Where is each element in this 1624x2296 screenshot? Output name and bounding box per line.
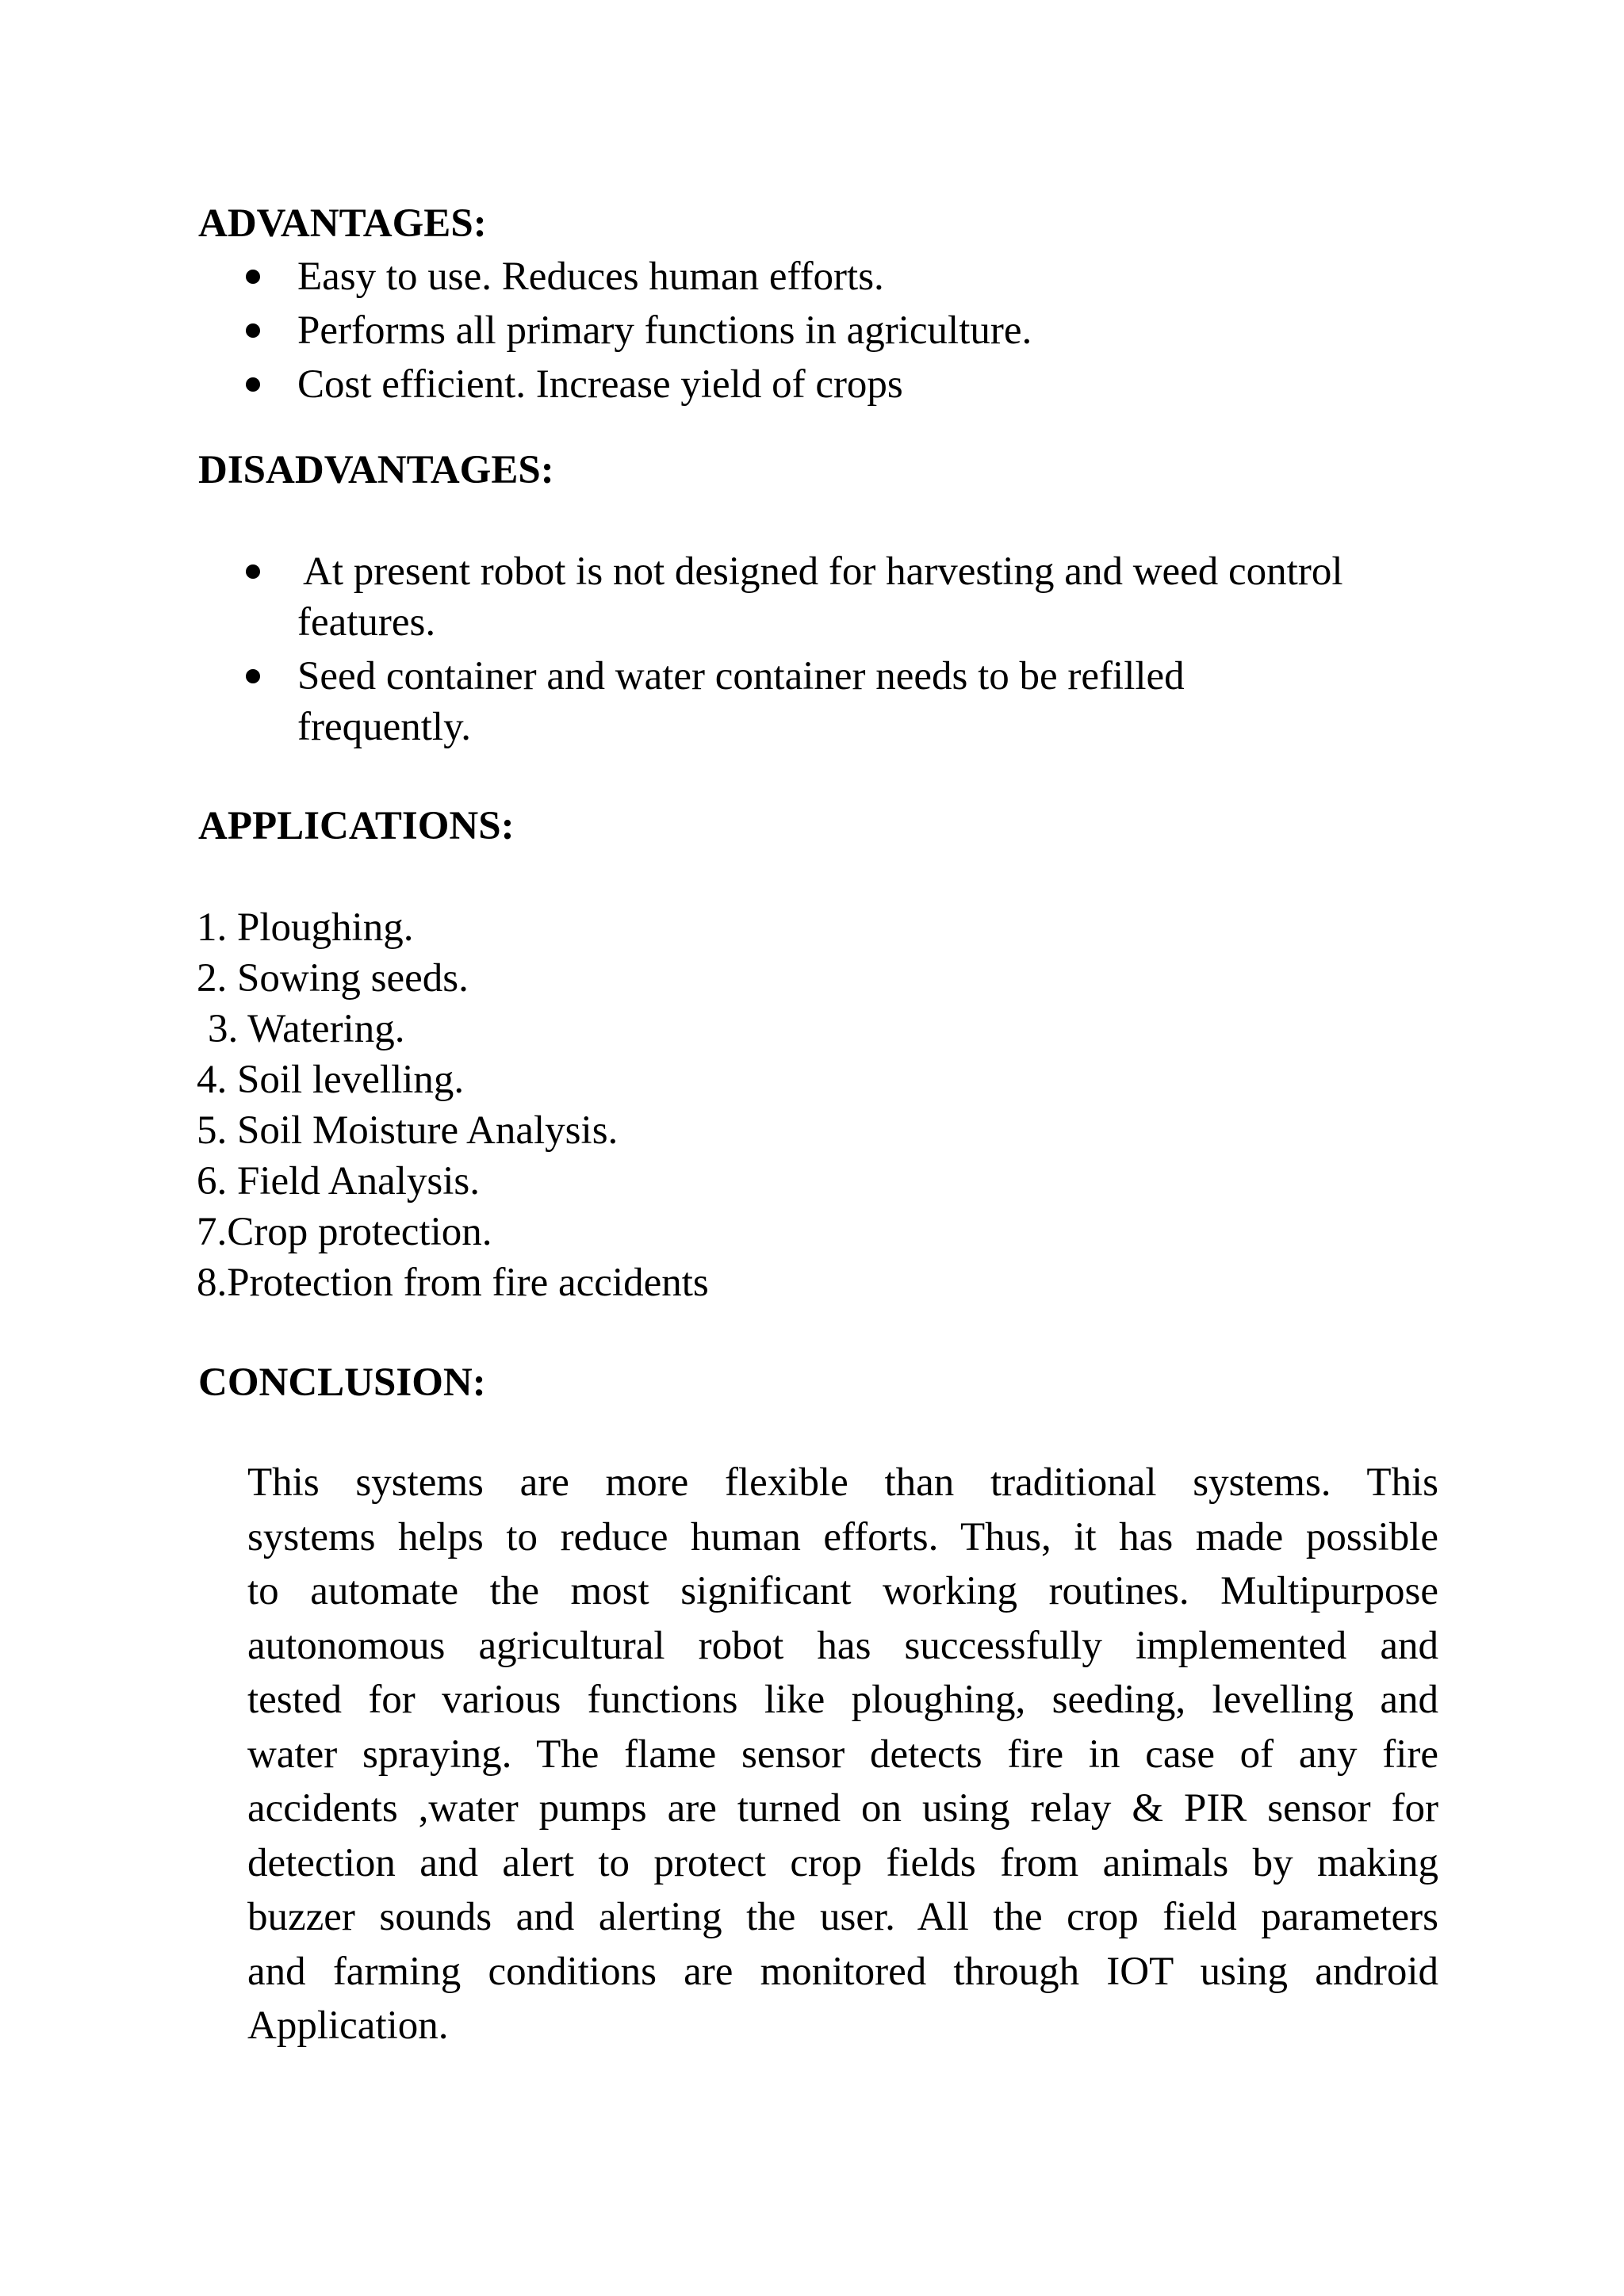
conclusion-line: water spraying. The flame sensor detects fire in case of any fire <box>247 1732 1438 1777</box>
advantage-item-text: Easy to use. Reduces human efforts. <box>297 254 884 299</box>
disadvantage-item-text: At present robot is not designed for harvesting and weed control <box>303 549 1343 594</box>
bullet-icon <box>246 377 260 392</box>
conclusion-line: and farming conditions are monitored through IOT using android <box>247 1949 1438 1994</box>
disadvantage-item-text: Seed container and water container needs to be refilled <box>297 654 1185 698</box>
advantage-item-text: Performs all primary functions in agriculture. <box>297 308 1032 353</box>
conclusion-line: Application. <box>247 2003 449 2048</box>
application-item: 5. Soil Moisture Analysis. <box>197 1108 619 1153</box>
application-item: 7.Crop protection. <box>197 1210 492 1254</box>
conclusion-line: autonomous agricultural robot has successfully implemented and <box>247 1623 1438 1668</box>
conclusion-line: tested for various functions like ploughing, seeding, levelling and <box>247 1678 1438 1722</box>
conclusion-line: to automate the most significant working routines. Multipurpose <box>247 1569 1438 1613</box>
bullet-icon <box>246 669 260 683</box>
disadvantages-heading: DISADVANTAGES: <box>198 448 554 492</box>
conclusion-line: detection and alert to protect crop fields from animals by making <box>247 1840 1438 1885</box>
application-item: 2. Sowing seeds. <box>197 956 469 1001</box>
bullet-icon <box>246 564 260 579</box>
conclusion-paragraph <box>247 1456 1438 2053</box>
bullet-icon <box>246 323 260 338</box>
conclusion-line: buzzer sounds and alerting the user. All the crop field parameters <box>247 1895 1438 1939</box>
disadvantage-item-continuation: frequently. <box>297 705 472 749</box>
applications-heading: APPLICATIONS: <box>198 804 515 848</box>
application-item: 4. Soil levelling. <box>197 1058 465 1102</box>
bullet-icon <box>246 270 260 284</box>
application-item: 8.Protection from fire accidents <box>197 1261 709 1305</box>
advantages-heading: ADVANTAGES: <box>198 201 487 246</box>
application-item: 6. Field Analysis. <box>197 1159 481 1203</box>
conclusion-heading: CONCLUSION: <box>198 1360 486 1405</box>
advantage-item-text: Cost efficient. Increase yield of crops <box>297 362 903 407</box>
disadvantage-item-continuation: features. <box>297 600 436 645</box>
application-item: 1. Ploughing. <box>197 905 414 950</box>
conclusion-line: systems helps to reduce human efforts. Thus, it has made possible <box>247 1514 1438 1559</box>
conclusion-line: This systems are more flexible than traditional systems. This <box>247 1460 1438 1505</box>
application-item: 3. Watering. <box>208 1007 405 1051</box>
conclusion-line: accidents ,water pumps are turned on using relay & PIR sensor for <box>247 1786 1438 1831</box>
